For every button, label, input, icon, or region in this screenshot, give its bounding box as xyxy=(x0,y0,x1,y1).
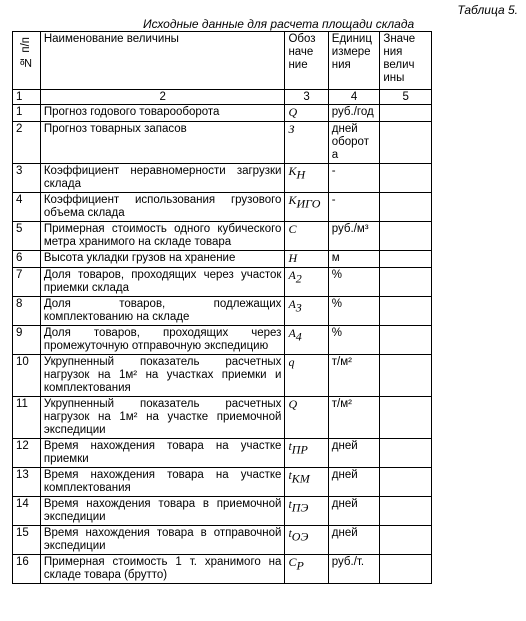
row-value xyxy=(380,193,432,222)
row-unit: т/м² xyxy=(328,397,380,439)
row-unit: % xyxy=(328,326,380,355)
column-number: 3 xyxy=(285,90,328,105)
row-designation xyxy=(285,164,328,193)
row-unit: дней оборот а xyxy=(328,122,380,164)
designation-symbol: З xyxy=(288,122,295,136)
table-row xyxy=(13,122,432,164)
table-row xyxy=(13,268,432,297)
row-unit: дней xyxy=(328,497,380,526)
row-number: 7 xyxy=(13,268,41,297)
row-value xyxy=(380,297,432,326)
designation-symbol: t xyxy=(288,468,292,482)
row-number: 1 xyxy=(13,105,41,122)
row-name: Доля товаров, проходящих через участок приемки склада xyxy=(40,268,285,297)
designation-subscript: 4 xyxy=(295,329,302,344)
table-row xyxy=(13,105,432,122)
column-number: 1 xyxy=(13,90,41,105)
row-value xyxy=(380,497,432,526)
row-unit: - xyxy=(328,193,380,222)
designation-subscript: КМ xyxy=(291,471,310,486)
designation-subscript: Р xyxy=(296,558,304,573)
table-row xyxy=(13,468,432,497)
row-number: 15 xyxy=(13,526,41,555)
designation-subscript: Н xyxy=(296,167,306,182)
table-row xyxy=(13,497,432,526)
row-name: Укрупненный показатель расчетных нагрузок на 1м² на участке приемочной экспедиции xyxy=(40,397,285,439)
row-number: 16 xyxy=(13,555,41,584)
row-name: Примерная стоимость 1 т. хранимого на складе товара (брутто) xyxy=(40,555,285,584)
row-unit: дней xyxy=(328,468,380,497)
row-number: 3 xyxy=(13,164,41,193)
row-value xyxy=(380,222,432,251)
row-number: 5 xyxy=(13,222,41,251)
designation-symbol: C xyxy=(288,222,297,236)
row-value xyxy=(380,555,432,584)
row-value xyxy=(380,105,432,122)
designation-symbol: q xyxy=(288,355,295,369)
row-unit: руб./т. xyxy=(328,555,380,584)
designation-symbol: Q xyxy=(288,105,298,119)
row-value xyxy=(380,122,432,164)
row-designation xyxy=(285,193,328,222)
row-unit: руб./м³ xyxy=(328,222,380,251)
row-number: 14 xyxy=(13,497,41,526)
designation-symbol: K xyxy=(288,164,297,178)
row-number: 10 xyxy=(13,355,41,397)
row-designation xyxy=(285,439,328,468)
row-unit: - xyxy=(328,164,380,193)
row-unit: % xyxy=(328,268,380,297)
row-designation xyxy=(285,497,328,526)
row-value xyxy=(380,326,432,355)
source-data-table xyxy=(12,31,432,584)
row-number: 8 xyxy=(13,297,41,326)
row-designation xyxy=(285,555,328,584)
row-name: Укрупненный показатель расчетных нагрузок на 1м² на участках приемки и комплектования xyxy=(40,355,285,397)
designation-symbol: Q xyxy=(288,397,298,411)
row-number: 4 xyxy=(13,193,41,222)
row-name: Примерная стоимость одного кубического метра хранимого на складе товара xyxy=(40,222,285,251)
table-row xyxy=(13,251,432,268)
header-row xyxy=(13,32,432,90)
row-name: Время нахождения товара в приемочной экспедиции xyxy=(40,497,285,526)
designation-symbol: A xyxy=(288,297,296,311)
designation-subscript: 3 xyxy=(295,300,302,315)
table-row xyxy=(13,297,432,326)
row-name: Время нахождения товара в отправочной экспедиции xyxy=(40,526,285,555)
row-value xyxy=(380,164,432,193)
row-designation xyxy=(285,297,328,326)
header-num-cell xyxy=(13,32,41,90)
row-number: 12 xyxy=(13,439,41,468)
row-unit: руб./год xyxy=(328,105,380,122)
table-row xyxy=(13,164,432,193)
designation-symbol: t xyxy=(288,497,292,511)
header-num: № п/п xyxy=(19,37,32,68)
row-designation xyxy=(285,268,328,297)
row-value xyxy=(380,397,432,439)
row-designation xyxy=(285,251,328,268)
designation-subscript: ИГО xyxy=(296,196,321,211)
row-unit: т/м² xyxy=(328,355,380,397)
row-number: 6 xyxy=(13,251,41,268)
table-row xyxy=(13,439,432,468)
row-designation xyxy=(285,222,328,251)
header-name: Наименование величины xyxy=(40,32,285,90)
designation-subscript: ПЭ xyxy=(291,500,309,515)
row-designation xyxy=(285,468,328,497)
row-number: 9 xyxy=(13,326,41,355)
table-row xyxy=(13,355,432,397)
designation-subscript: 2 xyxy=(295,271,302,286)
row-value xyxy=(380,251,432,268)
designation-symbol: A xyxy=(288,326,296,340)
row-name: Время нахождения товара на участке комплектования xyxy=(40,468,285,497)
row-value xyxy=(380,439,432,468)
row-number: 11 xyxy=(13,397,41,439)
row-value xyxy=(380,355,432,397)
designation-symbol: t xyxy=(288,439,292,453)
table-row xyxy=(13,397,432,439)
row-value xyxy=(380,468,432,497)
designation-symbol: H xyxy=(288,251,298,265)
table-number: Таблица 5. xyxy=(457,3,518,17)
row-designation xyxy=(285,355,328,397)
row-name: Высота укладки грузов на хранение xyxy=(40,251,285,268)
row-name: Коэффициент неравномерности загрузки склада xyxy=(40,164,285,193)
table-caption: Исходные данные для расчета площади склада xyxy=(143,17,415,31)
column-number-row xyxy=(13,90,432,105)
row-name: Коэффициент использования грузового объема склада xyxy=(40,193,285,222)
column-number: 4 xyxy=(328,90,380,105)
row-name: Прогноз годового товарооборота xyxy=(40,105,285,122)
designation-symbol: A xyxy=(288,268,296,282)
header-unit: Единиц измере ния xyxy=(328,32,380,90)
row-designation xyxy=(285,326,328,355)
column-number: 2 xyxy=(40,90,285,105)
row-number: 2 xyxy=(13,122,41,164)
row-designation xyxy=(285,397,328,439)
row-unit: % xyxy=(328,297,380,326)
row-value xyxy=(380,268,432,297)
header-value: Значе ния велич ины xyxy=(380,32,432,90)
header-designation: Обоз наче ние xyxy=(285,32,328,90)
table-row xyxy=(13,222,432,251)
row-name: Время нахождения товара на участке приемки xyxy=(40,439,285,468)
table-row xyxy=(13,326,432,355)
table-row xyxy=(13,555,432,584)
row-designation xyxy=(285,526,328,555)
row-value xyxy=(380,526,432,555)
row-unit: дней xyxy=(328,439,380,468)
designation-symbol: t xyxy=(288,526,292,540)
row-unit: м xyxy=(328,251,380,268)
table-row xyxy=(13,526,432,555)
designation-subscript: ОЭ xyxy=(291,529,309,544)
row-number: 13 xyxy=(13,468,41,497)
table-row xyxy=(13,193,432,222)
row-name: Прогноз товарных запасов xyxy=(40,122,285,164)
row-designation xyxy=(285,122,328,164)
row-name: Доля товаров, подлежащих комплектованию на складе xyxy=(40,297,285,326)
designation-symbol: K xyxy=(288,193,297,207)
row-name: Доля товаров, проходящих через промежуточную отправочную экспедицию xyxy=(40,326,285,355)
designation-symbol: C xyxy=(288,555,297,569)
designation-subscript: ПР xyxy=(291,442,308,457)
row-unit: дней xyxy=(328,526,380,555)
column-number: 5 xyxy=(380,90,432,105)
row-designation xyxy=(285,105,328,122)
